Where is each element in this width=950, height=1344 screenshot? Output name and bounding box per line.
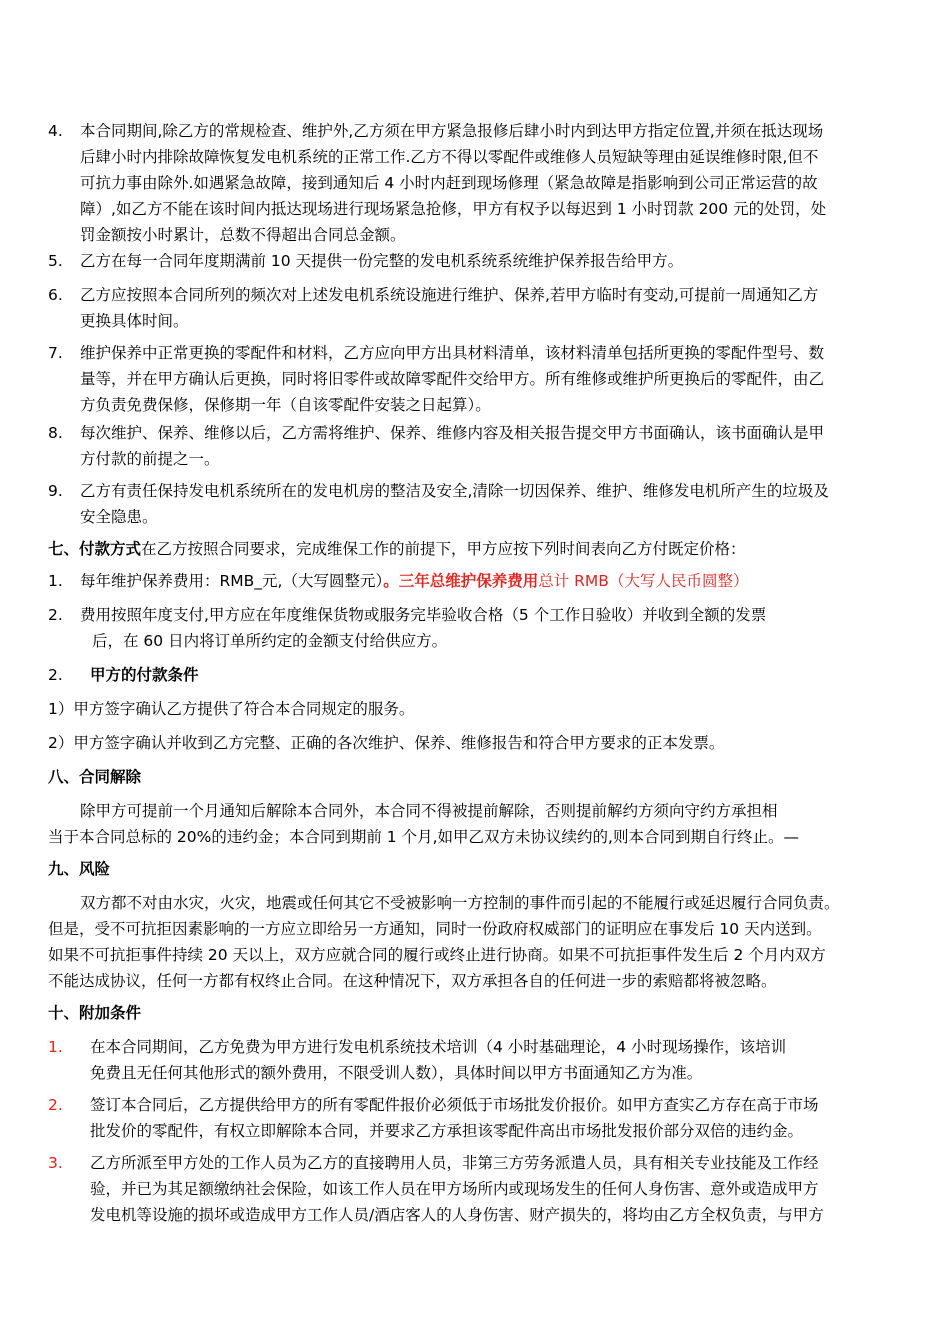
- clause-line: 乙方有责任保持发电机系统所在的发电机房的整洁及安全,清除一切因保养、维护、维修发电机所产生的垃圾及: [80, 482, 829, 500]
- extra-line: 发电机等设施的损坏或造成甲方工作人员/酒店客人的人身伤害、财产损失的，将均由乙方全权负责，与甲方: [90, 1206, 824, 1224]
- extra-line: 验，并已为其足额缴纳社会保险，如该工作人员在甲方场所内或现场发生的任何人身伤害、意外或造成甲方: [90, 1180, 819, 1198]
- clause-line: 罚金额按小时累计，总数不得超出合同总金额。: [80, 226, 406, 244]
- condition-item: 1）甲方签字确认乙方提供了符合本合同规定的服务。: [48, 700, 415, 718]
- clause-line: 量等，并在甲方确认后更换，同时将旧零件或故障零配件交给甲方。所有维修或维护所更换后的零配件，由乙: [80, 370, 825, 388]
- section-line: 但是，受不可抗拒因素影响的一方应立即给另一方通知，同时一份政府权威部门的证明应在事发后 10 天内送到。: [48, 920, 822, 938]
- clause-line: 乙方在每一合同年度期满前 10 天提供一份完整的发电机系统系统维护保养报告给甲方。: [80, 252, 684, 270]
- clause-line: 障）,如乙方不能在该时间内抵达现场进行现场紧急抢修，甲方有权予以每迟到 1 小时罚款 200 元的处罚，处: [80, 200, 827, 218]
- clause-number: 4.: [48, 122, 63, 140]
- clause-number: 6.: [48, 286, 63, 304]
- clause-line: 本合同期间,除乙方的常规检查、维护外,乙方须在甲方紧急报修后肆小时内到达甲方指定位置,并须在抵达现场: [80, 122, 824, 140]
- clause-line: 后肆小时内排除故障恢复发电机系统的正常工作.乙方不得以零配件或维修人员短缺等理由延误维修时限,但不: [80, 148, 819, 166]
- extra-line: 批发价的零配件，有权立即解除本合同，并要求乙方承担该零配件高出市场批发报价部分双倍的违约金。: [90, 1122, 804, 1140]
- payment-line: 后，在 60 日内将订单所约定的金额支付给供应方。: [92, 632, 448, 650]
- payment-number: 1.: [48, 572, 63, 590]
- payment-text: 每年维护保养费用：RMB_元,（大写圆整元）: [80, 572, 384, 590]
- payment-number: 2.: [48, 606, 63, 624]
- clause-line: 方负责免费保修，保修期一年（自该零配件安装之日起算）。: [80, 396, 491, 414]
- section-line: 当于本合同总标的 20%的违约金；本合同到期前 1 个月,如甲乙双方未协议续约的,则本合同到期自行终止。—: [48, 828, 799, 846]
- total-fee-amount: 总计 RMB（大写人民币圆整）: [538, 572, 749, 590]
- clause-line: 每次维护、保养、维修以后，乙方需将维护、保养、维修内容及相关报告提交甲方书面确认，该书面确认是甲: [80, 424, 825, 442]
- section-payment: [48, 536, 746, 562]
- condition-title: 甲方的付款条件: [90, 666, 199, 684]
- clause-line: 安全隐患。: [80, 508, 158, 526]
- section-title: 十、附加条件: [48, 1004, 142, 1022]
- clause-number: 5.: [48, 252, 63, 270]
- extra-line: 乙方所派至甲方处的工作人员为乙方的直接聘用人员，非第三方劳务派遣人员，具有相关专业技能及工作经: [90, 1154, 819, 1172]
- clause-number: 8.: [48, 424, 63, 442]
- section-title: 七、付款方式: [48, 540, 142, 558]
- extra-line: 在本合同期间，乙方免费为甲方进行发电机系统技术培训（4 小时基础理论，4 小时现场操作，该培训: [90, 1038, 787, 1056]
- extra-number: 3.: [48, 1154, 63, 1172]
- payment-line: 费用按照年度支付,甲方应在年度维保货物或服务完毕验收合格（5 个工作日验收）并收到全额的发票: [80, 606, 767, 624]
- condition-item: 2）甲方签字确认并收到乙方完整、正确的各次维护、保养、维修报告和符合甲方要求的正本发票。: [48, 734, 725, 752]
- section-line: 如果不可抗拒事件持续 20 天以上，双方应就合同的履行或终止进行协商。如果不可抗拒事件发生后 2 个月内双方: [48, 946, 826, 964]
- section-line: 双方都不对由水灾，火灾，地震或任何其它不受被影响一方控制的事件而引起的不能履行或延迟履行合同负责。: [80, 894, 840, 912]
- section-line: 除甲方可提前一个月通知后解除本合同外，本合同不得被提前解除，否则提前解约方须向守约方承担相: [80, 802, 778, 820]
- clause-line: 可抗力事由除外.如遇紧急故障，接到通知后 4 小时内赶到现场修理（紧急故障是指影响到公司正常运营的故: [80, 174, 818, 192]
- section-title: 八、合同解除: [48, 768, 142, 786]
- section-title: 九、风险: [48, 860, 111, 878]
- clause-line: 方付款的前提之一。: [80, 450, 220, 468]
- clause-number: 9.: [48, 482, 63, 500]
- extra-line: 免费且无任何其他形式的额外费用，不限受训人数），具体时间以甲方书面通知乙方为准。: [90, 1064, 703, 1082]
- section-intro: 在乙方按照合同要求，完成维保工作的前提下，甲方应按下列时间表向乙方付既定价格：: [141, 540, 746, 558]
- clause-number: 7.: [48, 344, 63, 362]
- extra-number: 2.: [48, 1096, 63, 1114]
- extra-line: 签订本合同后，乙方提供给甲方的所有零配件报价必须低于市场批发价报价。如甲方查实乙方存在高于市场: [90, 1096, 819, 1114]
- condition-number: 2.: [48, 666, 63, 684]
- clause-line: 更换具体时间。: [80, 312, 189, 330]
- clause-line: 乙方应按照本合同所列的频次对上述发电机系统设施进行维护、保养,若甲方临时有变动,可提前一周通知乙方: [80, 286, 819, 304]
- clause-line: 维护保养中正常更换的零配件和材料，乙方应向甲方出具材料清单，该材料清单包括所更换的零配件型号、数: [80, 344, 825, 362]
- extra-number: 1.: [48, 1038, 63, 1056]
- total-fee-label: 。三年总维护保养费用: [383, 572, 539, 590]
- section-line: 不能达成协议，任何一方都有权终止合同。在这种情况下，双方承担各自的任何进一步的索赔都将被忽略。: [48, 972, 777, 990]
